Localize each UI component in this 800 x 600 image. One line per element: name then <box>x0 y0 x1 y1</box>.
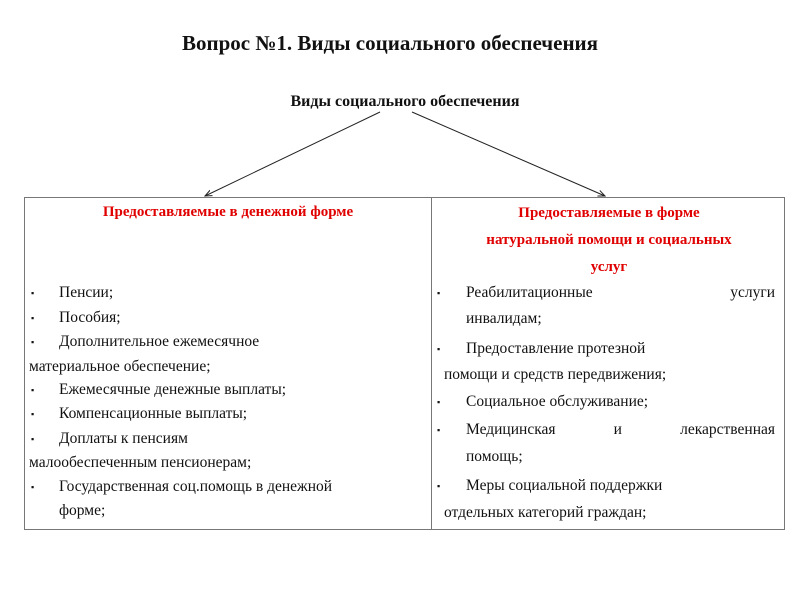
in-kind-item-line: инвалидам; <box>466 310 542 327</box>
in-kind-item-line: помощь; <box>466 448 523 465</box>
in-kind-item-line: Социальное обслуживание; <box>466 393 649 410</box>
bullet-icon: ▪ <box>31 434 35 444</box>
in-kind-column-header: услуг <box>590 259 628 275</box>
word: услуги <box>730 284 775 301</box>
in-kind-item-line: помощи и средств передвижения; <box>444 366 667 383</box>
arrow-right <box>412 112 605 196</box>
bullet-icon: ▪ <box>31 288 35 298</box>
in-kind-item-line: Меры социальной поддержки <box>466 477 663 494</box>
bullet-icon: ▪ <box>31 482 35 492</box>
diagram-root-label: Виды социального обеспечения <box>290 93 520 110</box>
bullet-icon: ▪ <box>437 481 441 491</box>
word: Медицинская <box>466 421 556 438</box>
word: лекарственная <box>680 421 775 438</box>
arrow-left <box>205 112 380 196</box>
in-kind-item-line <box>466 283 775 303</box>
column-divider <box>431 198 432 529</box>
bullet-icon: ▪ <box>437 344 441 354</box>
cash-item-line: Государственная соц.помощь в денежной <box>59 478 333 495</box>
cash-item-line: Компенсационные выплаты; <box>59 405 248 422</box>
bullet-icon: ▪ <box>31 409 35 419</box>
cash-item-line: малообеспеченным пенсионерам; <box>29 454 252 471</box>
bullet-icon: ▪ <box>31 313 35 323</box>
in-kind-column-header: натуральной помощи и социальных <box>486 232 732 248</box>
cash-item-line: Доплаты к пенсиям <box>59 430 188 447</box>
word: и <box>613 421 622 438</box>
bullet-icon: ▪ <box>437 425 441 435</box>
in-kind-item-line <box>466 420 775 440</box>
cash-item-line: форме; <box>59 502 106 519</box>
bullet-icon: ▪ <box>437 288 441 298</box>
cash-column-header: Предоставляемые в денежной форме <box>102 204 354 220</box>
word: Реабилитационные <box>466 284 593 301</box>
cash-item-line: Пенсии; <box>59 284 114 301</box>
bullet-icon: ▪ <box>31 385 35 395</box>
cash-item-line: Пособия; <box>59 309 121 326</box>
cash-item-line: Ежемесячные денежные выплаты; <box>59 381 287 398</box>
bullet-icon: ▪ <box>31 337 35 347</box>
in-kind-item-line: Предоставление протезной <box>466 340 646 357</box>
in-kind-item-line: отдельных категорий граждан; <box>444 504 647 521</box>
in-kind-column-header: Предоставляемые в форме <box>518 205 700 221</box>
cash-item-line: материальное обеспечение; <box>29 358 211 375</box>
types-table <box>24 197 785 530</box>
slide-title: Вопрос №1. Виды социального обеспечения <box>181 31 599 55</box>
cash-item-line: Дополнительное ежемесячное <box>59 333 260 350</box>
bullet-icon: ▪ <box>437 397 441 407</box>
